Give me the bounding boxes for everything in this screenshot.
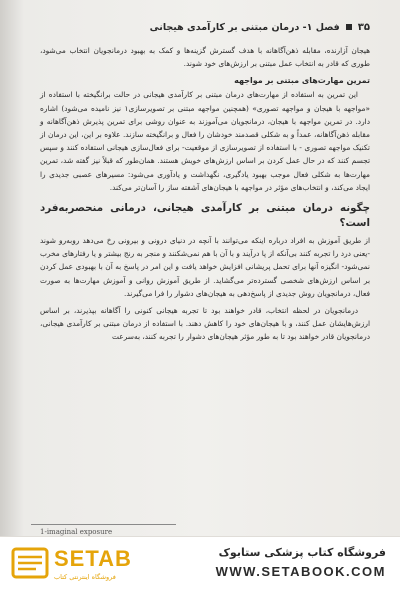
store-footer — [0, 536, 400, 589]
section-heading: چگونه درمان مبتنی بر کارآمدی هیجانی، درمانی منحصربه‌فرد است؟ — [40, 202, 370, 230]
paragraph-1: هیجان آزارنده، مقابله ذهن‌آگاهانه با هدف گسترش گزینه‌ها و کمک به بهبود درمانجویان انتخاب می‌شود، طوری که قادر به انتخاب عمل مبتنی بر ارزش‌های خود شوند. — [40, 46, 370, 69]
footnote: 1-imaginal exposure — [40, 528, 113, 536]
store-name: فروشگاه کتاب پزشکی ستابوک — [218, 546, 386, 559]
subheading-exposure-skills: تمرین مهارت‌های مبتنی بر مواجهه — [234, 76, 370, 86]
paragraph-4: درمانجویان در لحظه انتخاب، قادر خواهند بود تا تجربه هیجانی کنونی را آگاهانه بپذیرند، بر اساس ارزش‌هایشان عمل کنند، و با هیجان‌های خود را کاهش دهند. با استفاده از درمان مبتنی بر کارآمدی هیجانی، درمانجویان قادر خواهند بود تا به طور مؤثر هیجان‌های دشوار را تجربه کنند، به‌سرعت — [40, 306, 370, 342]
logo-tagline: فروشگاه اینترنتی کتاب — [54, 573, 116, 581]
book-icon — [10, 543, 50, 583]
footnote-divider — [31, 524, 176, 525]
page-number: ۳۵ — [357, 21, 370, 33]
header-square-icon — [346, 24, 352, 30]
paragraph-2: این تمرین به استفاده از مهارت‌های درمان مبتنی بر کارآمدی هیجانی در حالت برانگیخته با استفاده از «مواجهه با هیجان و مواجهه تصوری» (همچنین مواجهه مبتنی بر تصویرسازی۱ نیز نامیده می‌شود) اشاره دارد. در تمرین مواجهه با هیجان، درمانجویان می‌آموزند به عنوان روشی برای تمرین پذیرش ذهن‌آگاهانه و مقابله ذهن‌آگاهانه، عمداً و به شکلی قصدمند خودشان را فعال و برانگیخته سازند. علاوه بر این، این درمان از تکنیک مواجهه تصوری - با استفاده از تصویرسازی از موقعیت- برای فعال‌سازی هیجانی استفاده کنند و سپس تجسم کنند که در حال عمل کردن بر اساس ارزش‌های خویش هستند. همان‌طور که قبلاً نیز گفته شد، تمرین مهارت‌ها به شکلی فعال موجب بهبود یادگیری، نگهداشت و یادآوری می‌شود: مسیرهای عصبی جدیدی را ایجاد می‌کند، و انتخاب‌های مؤثر در مواجهه با هیجان‌های آشفته ساز را آسان‌تر می‌کند. — [40, 90, 370, 192]
logo-wordmark: SETAB — [54, 546, 132, 571]
store-url[interactable]: WWW.SETABOOK.COM — [215, 564, 386, 579]
page-header — [40, 20, 370, 34]
page-body — [40, 44, 370, 348]
store-logo[interactable] — [8, 542, 132, 584]
paragraph-3: از طریق آموزش به افراد درباره اینکه می‌توانند با آنچه در دنیای درونی و بیرونی رخ می‌دهد روبه‌رو شوند -یعنی درد را تجربه کنند بی‌آنکه از پا درآیند و با آن با هم نمی‌شکنند و منجر به رنج بیشتر و یا رفتارهای مخرب نمی‌شود- انگیزه آنها برای تحمل پریشانی افزایش خواهد یافت و این امر در پاسخ به آن با بهبودی عمل کردن بر اساس ارزش‌های شخصی گسترده‌تر می‌گشاید. از طریق آموزش روانی و آموزش مهارت‌ها به صورت فعال، درمانجویان روش جدیدی از پاسخ‌دهی به هیجان‌های دشوار را فرا می‌گیرند. — [40, 236, 370, 298]
chapter-title: فصل ۱- درمان مبتنی بر کارآمدی هیجانی — [149, 21, 340, 33]
